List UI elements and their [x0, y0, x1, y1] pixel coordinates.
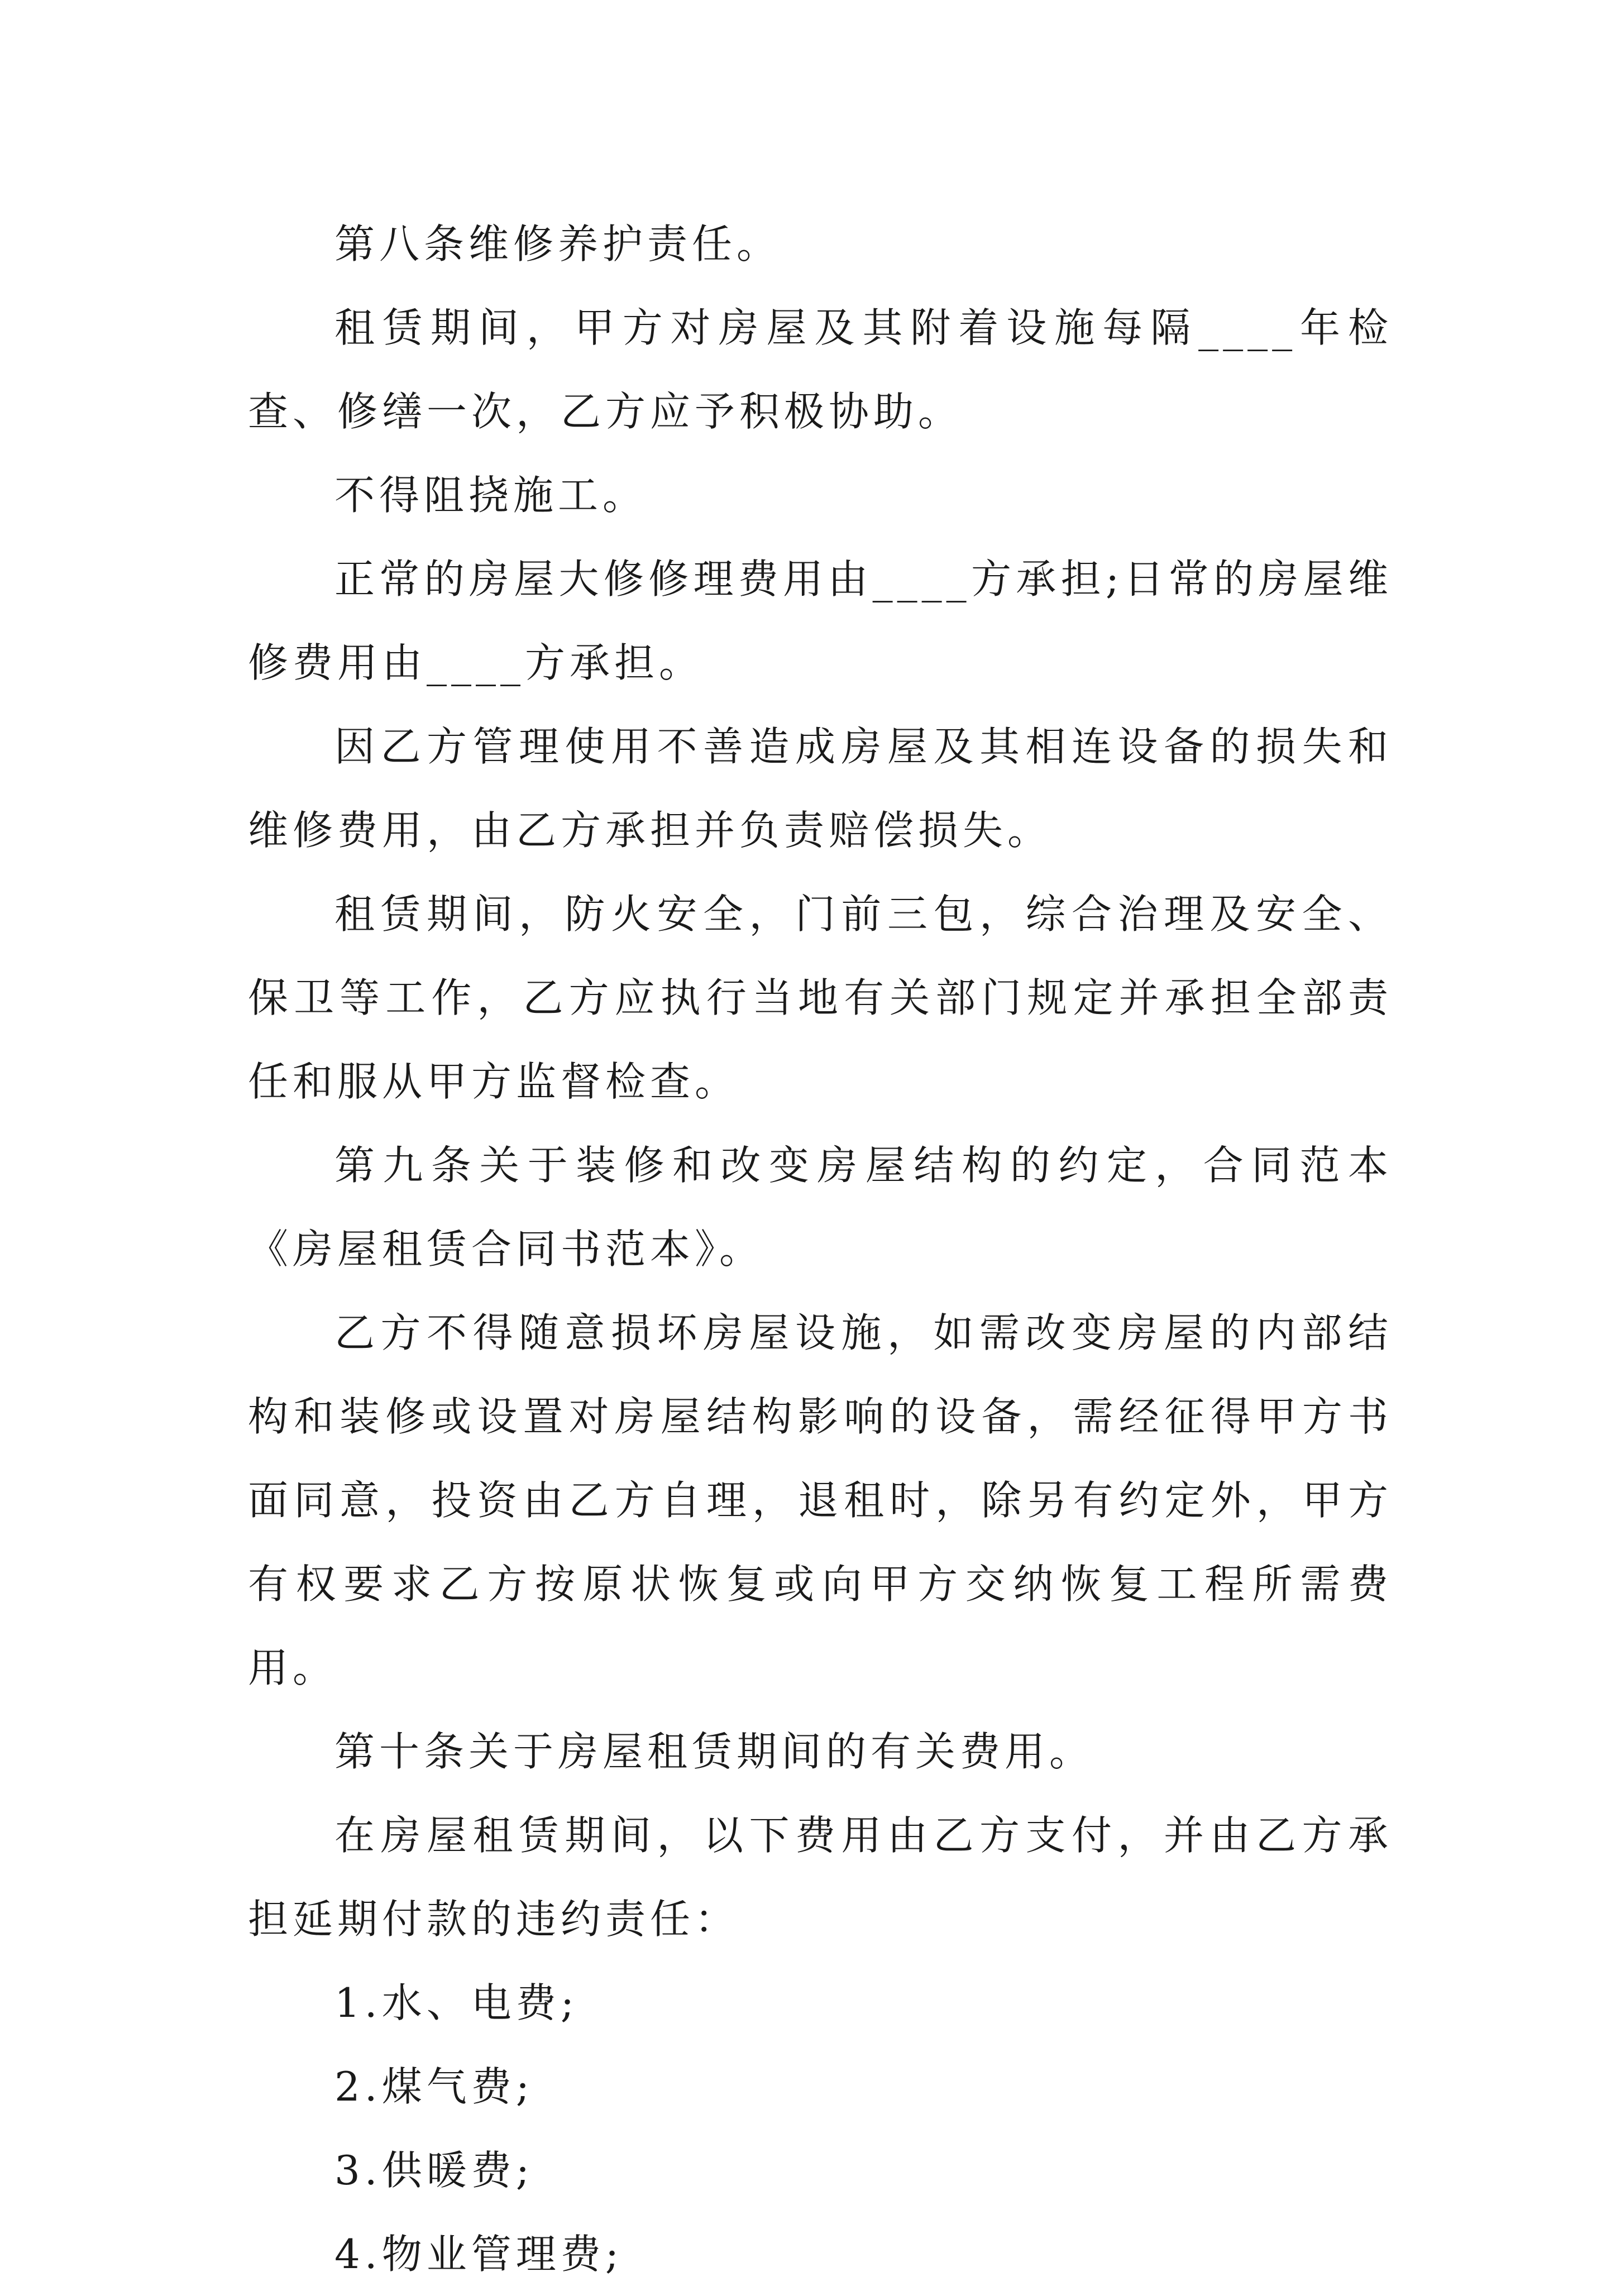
paragraph-repair-costs: 正常的房屋大修修理费用由____方承担;日常的房屋维修费用由____方承担。: [248, 556, 1393, 686]
paragraph-article-9-title: 第九条关于装修和改变房屋结构的约定，合同范本《房屋租赁合同书范本》。: [248, 1142, 1393, 1273]
list-item-fee-2: 2.煤气费;: [334, 2063, 534, 2110]
list-item-fee-3: 3.供暖费;: [334, 2147, 534, 2194]
list-item-fee-1: 1.水、电费;: [334, 1979, 578, 2026]
document-body: [248, 202, 1393, 2296]
paragraph-renovation: 乙方不得随意损坏房屋设施，如需改变房屋的内部结构和装修或设置对房屋结构影响的设备，需经征得甲方书面同意，投资由乙方自理，退租时，除另有约定外，甲方有权要求乙方按原状恢复或向甲方交纳恢复工程所需费用。: [248, 1309, 1393, 1691]
paragraph-damage-liability: 因乙方管理使用不善造成房屋及其相连设备的损失和维修费用，由乙方承担并负责赔偿损失。: [248, 723, 1393, 854]
list-item-fee-4: 4.物业管理费;: [334, 2231, 623, 2278]
paragraph-inspection: 租赁期间，甲方对房屋及其附着设施每隔____年检查、修缮一次，乙方应予积极协助。: [248, 304, 1393, 435]
paragraph-article-10-title: 第十条关于房屋租赁期间的有关费用。: [334, 1728, 1094, 1775]
paragraph-safety-duties: 租赁期间，防火安全，门前三包，综合治理及安全、保卫等工作，乙方应执行当地有关部门规定并承担全部责任和服从甲方监督检查。: [248, 891, 1393, 1105]
paragraph-no-obstruction: 不得阻挠施工。: [334, 472, 648, 519]
paragraph-article-8-title: 第八条维修养护责任。: [334, 221, 782, 267]
paragraph-fees-intro: 在房屋租赁期间，以下费用由乙方支付，并由乙方承担延期付款的违约责任：: [248, 1812, 1393, 1943]
